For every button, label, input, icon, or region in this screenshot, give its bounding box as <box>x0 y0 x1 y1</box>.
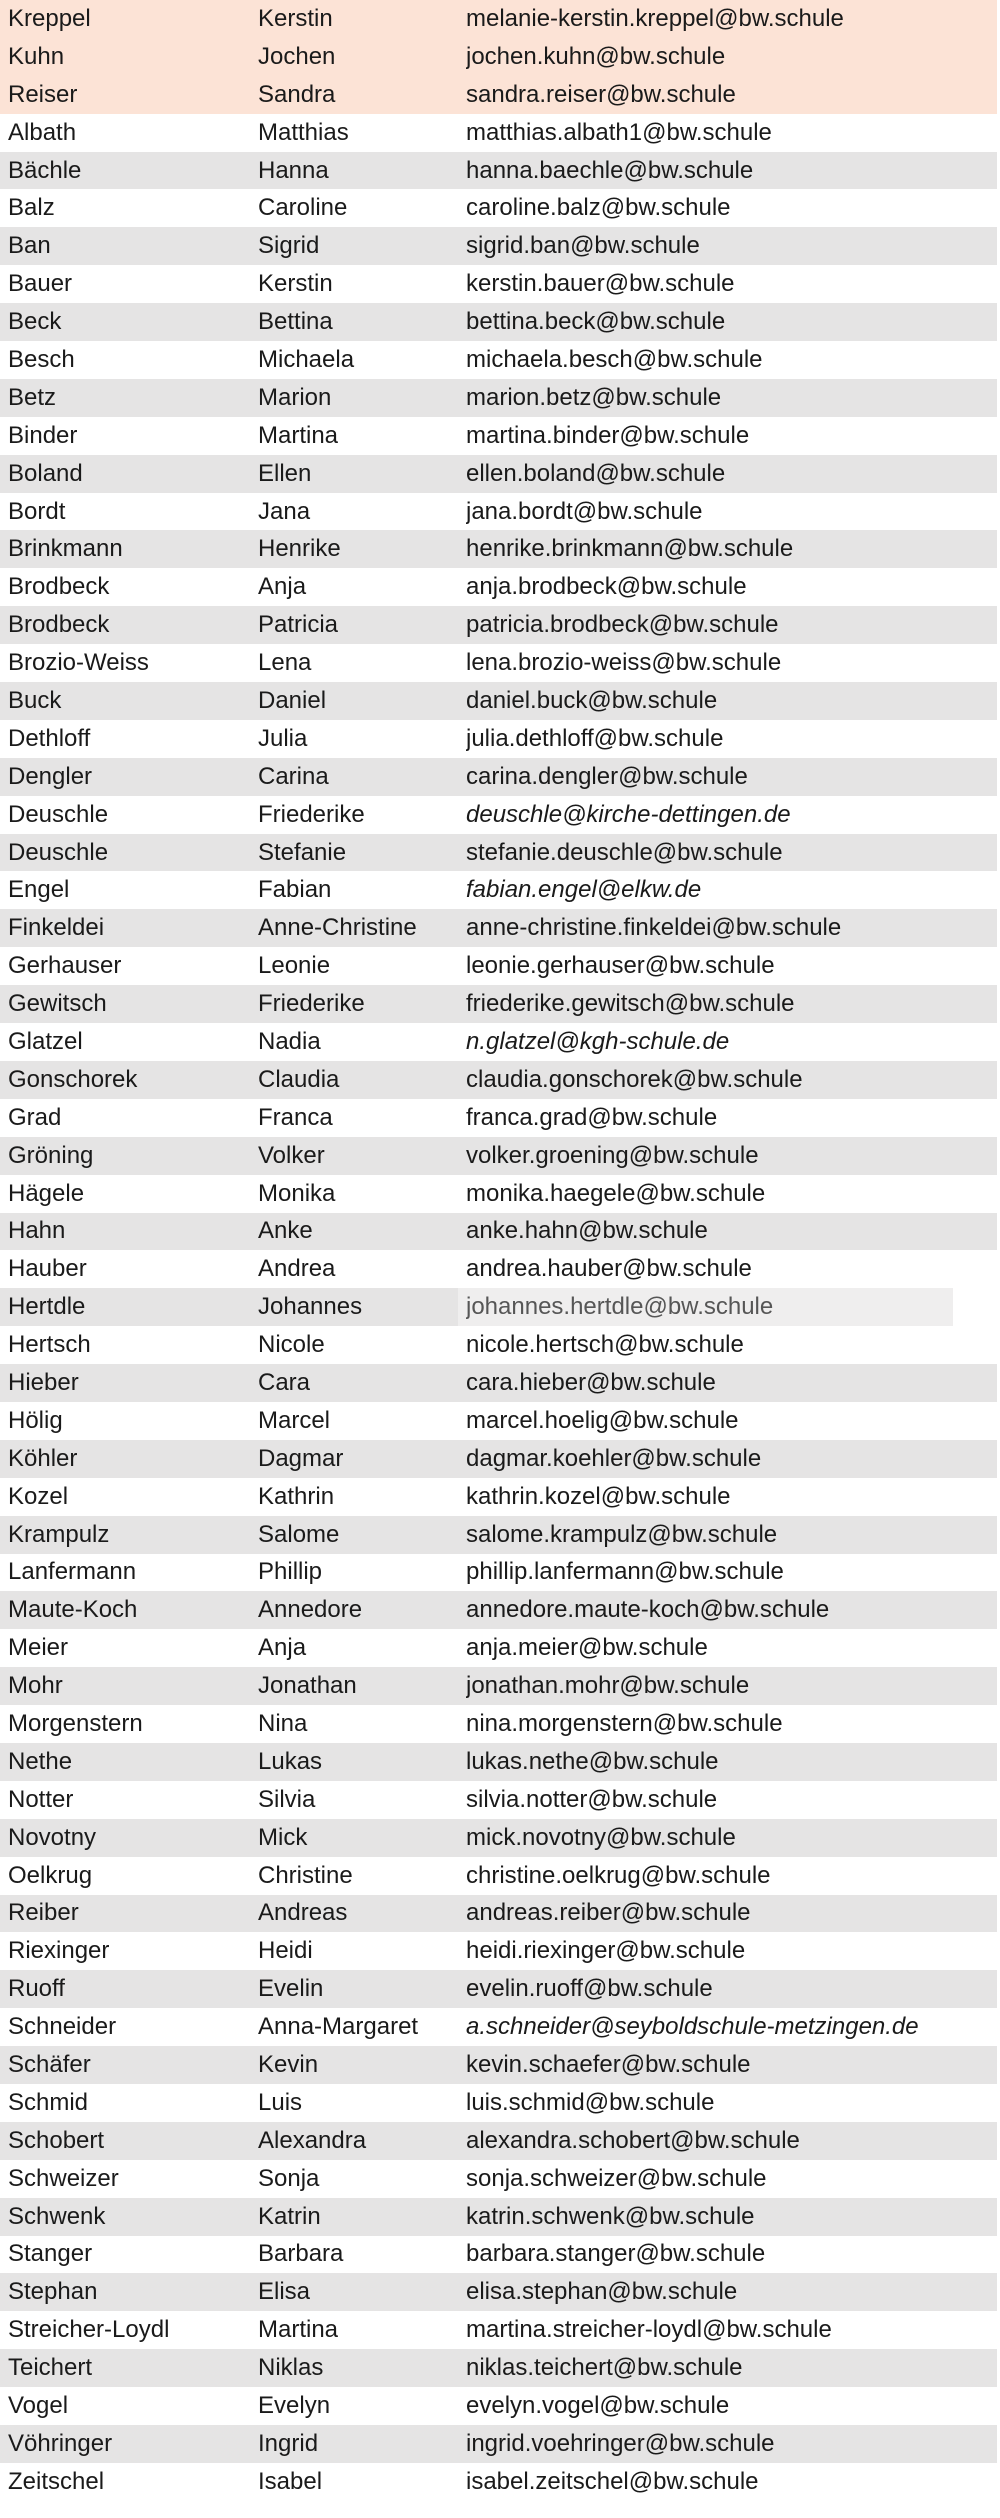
table-row <box>0 1516 1000 1554</box>
email-cell: anja.brodbeck@bw.schule <box>466 575 747 600</box>
last-name-cell: Besch <box>8 347 75 372</box>
email-cell: evelin.ruoff@bw.schule <box>466 1977 713 2002</box>
last-name-cell: Gonschorek <box>8 1067 138 1092</box>
email-cell: sandra.reiser@bw.schule <box>466 82 736 107</box>
last-name-cell: Dethloff <box>8 726 91 751</box>
table-row <box>0 1175 1000 1213</box>
first-name-cell: Bettina <box>258 310 333 335</box>
table-row <box>0 1099 1000 1137</box>
last-name-cell: Zeitschel <box>8 2469 105 2494</box>
first-name-cell: Volker <box>258 1143 325 1168</box>
last-name-cell: Gerhauser <box>8 954 122 979</box>
last-name-cell: Hägele <box>8 1181 85 1206</box>
table-row <box>0 985 1000 1023</box>
last-name-cell: Grad <box>8 1105 62 1130</box>
last-name-cell: Binder <box>8 423 78 448</box>
table-row <box>0 189 1000 227</box>
email-cell: nina.morgenstern@bw.schule <box>466 1712 783 1737</box>
email-cell: volker.groening@bw.schule <box>466 1143 759 1168</box>
last-name-cell: Gewitsch <box>8 992 107 1017</box>
first-name-cell: Ellen <box>258 461 312 486</box>
first-name-cell: Evelin <box>258 1977 324 2002</box>
table-row <box>0 2084 1000 2122</box>
first-name-cell: Elisa <box>258 2280 311 2305</box>
email-cell: ingrid.voehringer@bw.schule <box>466 2431 775 2456</box>
email-cell: nicole.hertsch@bw.schule <box>466 1333 744 1358</box>
last-name-cell: Gröning <box>8 1143 94 1168</box>
email-cell: sonja.schweizer@bw.schule <box>466 2166 767 2191</box>
email-cell: katrin.schwenk@bw.schule <box>466 2204 755 2229</box>
table-row <box>0 871 1000 909</box>
email-cell: claudia.gonschorek@bw.schule <box>466 1067 803 1092</box>
table-row <box>0 1440 1000 1478</box>
first-name-cell: Mick <box>258 1825 308 1850</box>
first-name-cell: Claudia <box>258 1067 340 1092</box>
first-name-cell: Sonja <box>258 2166 320 2191</box>
table-row <box>0 1402 1000 1440</box>
email-cell: marion.betz@bw.schule <box>466 385 722 410</box>
email-cell: jochen.kuhn@bw.schule <box>466 44 726 69</box>
email-cell: anne-christine.finkeldei@bw.schule <box>466 916 842 941</box>
email-cell: anja.meier@bw.schule <box>466 1636 708 1661</box>
last-name-cell: Teichert <box>8 2356 93 2381</box>
table-row <box>0 1932 1000 1970</box>
first-name-cell: Barbara <box>258 2242 344 2267</box>
table-row <box>0 1250 1000 1288</box>
first-name-cell: Kathrin <box>258 1484 335 1509</box>
last-name-cell: Hertsch <box>8 1333 91 1358</box>
table-row <box>0 2008 1000 2046</box>
first-name-cell: Marion <box>258 385 332 410</box>
email-cell: luis.schmid@bw.schule <box>466 2090 715 2115</box>
table-row <box>0 1288 1000 1326</box>
last-name-cell: Bordt <box>8 499 66 524</box>
last-name-cell: Maute-Koch <box>8 1598 138 1623</box>
first-name-cell: Dagmar <box>258 1446 344 1471</box>
table-row <box>0 1970 1000 2008</box>
table-row <box>0 1591 1000 1629</box>
last-name-cell: Reiser <box>8 82 78 107</box>
email-cell: hanna.baechle@bw.schule <box>466 158 754 183</box>
last-name-cell: Schobert <box>8 2128 105 2153</box>
first-name-cell: Anne-Christine <box>258 916 417 941</box>
table-row <box>0 1705 1000 1743</box>
first-name-cell: Jana <box>258 499 311 524</box>
table-row <box>0 1819 1000 1857</box>
last-name-cell: Stanger <box>8 2242 93 2267</box>
last-name-cell: Hieber <box>8 1371 79 1395</box>
email-cell: heidi.riexinger@bw.schule <box>466 1939 746 1964</box>
table-row <box>0 114 1000 152</box>
email-cell: kerstin.bauer@bw.schule <box>466 272 735 297</box>
email-cell: caroline.balz@bw.schule <box>466 196 731 221</box>
first-name-cell: Michaela <box>258 347 355 372</box>
email-cell: n.glatzel@kgh-schule.de <box>466 1029 730 1054</box>
last-name-cell: Balz <box>8 196 55 221</box>
last-name-cell: Kreppel <box>8 6 91 31</box>
email-cell: bettina.beck@bw.schule <box>466 310 726 335</box>
last-name-cell: Hauber <box>8 1257 87 1282</box>
first-name-cell: Friederike <box>258 802 365 827</box>
last-name-cell: Lanfermann <box>8 1560 137 1585</box>
table-row <box>0 1213 1000 1251</box>
last-name-cell: Oelkrug <box>8 1863 93 1888</box>
last-name-cell: Engel <box>8 878 70 903</box>
email-cell: martina.binder@bw.schule <box>466 423 750 448</box>
email-cell: elisa.stephan@bw.schule <box>466 2280 738 2305</box>
first-name-cell: Sigrid <box>258 234 320 259</box>
email-cell: christine.oelkrug@bw.schule <box>466 1863 771 1888</box>
first-name-cell: Nina <box>258 1712 308 1737</box>
email-cell: cara.hieber@bw.schule <box>466 1371 716 1395</box>
last-name-cell: Hölig <box>8 1408 63 1433</box>
email-cell: daniel.buck@bw.schule <box>466 688 718 713</box>
email-cell: sigrid.ban@bw.schule <box>466 234 700 259</box>
table-row <box>0 720 1000 758</box>
email-cell: kathrin.kozel@bw.schule <box>466 1484 731 1509</box>
first-name-cell: Isabel <box>258 2469 323 2494</box>
last-name-cell: Hahn <box>8 1219 66 1244</box>
last-name-cell: Betz <box>8 385 57 410</box>
last-name-cell: Bauer <box>8 272 73 297</box>
first-name-cell: Jonathan <box>258 1674 357 1699</box>
email-cell: annedore.maute-koch@bw.schule <box>466 1598 830 1623</box>
last-name-cell: Vogel <box>8 2394 69 2419</box>
email-cell: fabian.engel@elkw.de <box>466 878 702 903</box>
last-name-cell: Brodbeck <box>8 613 110 638</box>
email-cell: leonie.gerhauser@bw.schule <box>466 954 775 979</box>
first-name-cell: Katrin <box>258 2204 321 2229</box>
first-name-cell: Jochen <box>258 44 336 69</box>
table-row <box>0 2311 1000 2349</box>
first-name-cell: Johannes <box>258 1295 363 1320</box>
first-name-cell: Niklas <box>258 2356 324 2381</box>
email-cell: friederike.gewitsch@bw.schule <box>466 992 795 1017</box>
first-name-cell: Andrea <box>258 1257 336 1282</box>
first-name-cell: Henrike <box>258 537 341 562</box>
table-row <box>0 265 1000 303</box>
email-cell: kevin.schaefer@bw.schule <box>466 2053 751 2078</box>
email-cell: salome.krampulz@bw.schule <box>466 1522 778 1547</box>
last-name-cell: Vöhringer <box>8 2431 113 2456</box>
email-cell: deuschle@kirche-dettingen.de <box>466 802 791 827</box>
email-cell: mick.novotny@bw.schule <box>466 1825 736 1850</box>
last-name-cell: Köhler <box>8 1446 78 1471</box>
last-name-cell: Ban <box>8 234 51 259</box>
table-row <box>0 834 1000 872</box>
first-name-cell: Daniel <box>258 688 327 713</box>
last-name-cell: Schäfer <box>8 2053 91 2078</box>
email-cell: isabel.zeitschel@bw.schule <box>466 2469 759 2494</box>
last-name-cell: Stephan <box>8 2280 98 2305</box>
email-cell: andrea.hauber@bw.schule <box>466 1257 752 1282</box>
table-row <box>0 227 1000 265</box>
last-name-cell: Albath <box>8 120 77 145</box>
first-name-cell: Evelyn <box>258 2394 331 2419</box>
table-row <box>0 303 1000 341</box>
table-row <box>0 758 1000 796</box>
table-row <box>0 1895 1000 1933</box>
table-row <box>0 1554 1000 1592</box>
table-row <box>0 2046 1000 2084</box>
table-row <box>0 1061 1000 1099</box>
first-name-cell: Carina <box>258 764 329 789</box>
table-row <box>0 682 1000 720</box>
last-name-cell: Hertdle <box>8 1295 86 1320</box>
first-name-cell: Matthias <box>258 120 349 145</box>
email-cell: dagmar.koehler@bw.schule <box>466 1446 762 1471</box>
first-name-cell: Phillip <box>258 1560 323 1585</box>
email-cell: jana.bordt@bw.schule <box>466 499 703 524</box>
last-name-cell: Morgenstern <box>8 1712 143 1737</box>
table-row <box>0 606 1000 644</box>
table-row <box>0 796 1000 834</box>
email-cell: melanie-kerstin.kreppel@bw.schule <box>466 6 844 31</box>
first-name-cell: Silvia <box>258 1787 316 1812</box>
last-name-cell: Schweizer <box>8 2166 119 2191</box>
last-name-cell: Bächle <box>8 158 82 183</box>
table-row <box>0 909 1000 947</box>
first-name-cell: Monika <box>258 1181 336 1206</box>
last-name-cell: Deuschle <box>8 840 109 865</box>
first-name-cell: Anke <box>258 1219 313 1244</box>
email-cell: franca.grad@bw.schule <box>466 1105 718 1130</box>
last-name-cell: Boland <box>8 461 83 486</box>
table-row <box>0 0 1000 38</box>
first-name-cell: Franca <box>258 1105 333 1130</box>
email-cell: niklas.teichert@bw.schule <box>466 2356 743 2381</box>
first-name-cell: Nicole <box>258 1333 325 1358</box>
email-cell: lena.brozio-weiss@bw.schule <box>466 651 782 676</box>
email-cell: andreas.reiber@bw.schule <box>466 1901 751 1926</box>
table-row <box>0 568 1000 606</box>
table-row <box>0 1857 1000 1895</box>
table-row <box>0 1137 1000 1175</box>
table-row <box>0 76 1000 114</box>
email-cell: martina.streicher-loydl@bw.schule <box>466 2318 832 2343</box>
last-name-cell: Buck <box>8 688 62 713</box>
email-cell: jonathan.mohr@bw.schule <box>466 1674 750 1699</box>
last-name-cell: Novotny <box>8 1825 97 1850</box>
first-name-cell: Andreas <box>258 1901 348 1926</box>
table-row <box>0 1326 1000 1364</box>
first-name-cell: Heidi <box>258 1939 313 1964</box>
last-name-cell: Mohr <box>8 1674 63 1699</box>
first-name-cell: Lukas <box>258 1749 323 1774</box>
email-cell: silvia.notter@bw.schule <box>466 1787 718 1812</box>
table-row <box>0 379 1000 417</box>
table-row <box>0 947 1000 985</box>
table-row <box>0 1743 1000 1781</box>
first-name-cell: Martina <box>258 2318 339 2343</box>
first-name-cell: Marcel <box>258 1408 331 1433</box>
email-cell: carina.dengler@bw.schule <box>466 764 748 789</box>
first-name-cell: Anja <box>258 575 307 600</box>
last-name-cell: Finkeldei <box>8 916 105 941</box>
last-name-cell: Brinkmann <box>8 537 123 562</box>
first-name-cell: Annedore <box>258 1598 363 1623</box>
email-cell: phillip.lanfermann@bw.schule <box>466 1560 784 1585</box>
email-cell: a.schneider@seyboldschule-metzingen.de <box>466 2015 919 2040</box>
email-cell: lukas.nethe@bw.schule <box>466 1749 719 1774</box>
table-row <box>0 1667 1000 1705</box>
last-name-cell: Nethe <box>8 1749 73 1774</box>
first-name-cell: Anja <box>258 1636 307 1661</box>
last-name-cell: Schwenk <box>8 2204 106 2229</box>
email-cell: patricia.brodbeck@bw.schule <box>466 613 779 638</box>
email-cell: michaela.besch@bw.schule <box>466 347 763 372</box>
last-name-cell: Kuhn <box>8 44 65 69</box>
table-row <box>0 2349 1000 2387</box>
last-name-cell: Kozel <box>8 1484 69 1509</box>
email-cell: barbara.stanger@bw.schule <box>466 2242 766 2267</box>
first-name-cell: Kevin <box>258 2053 319 2078</box>
table-row <box>0 38 1000 76</box>
last-name-cell: Schneider <box>8 2015 117 2040</box>
first-name-cell: Christine <box>258 1863 353 1888</box>
last-name-cell: Streicher-Loydl <box>8 2318 170 2343</box>
table-row <box>0 417 1000 455</box>
table-row <box>0 1023 1000 1061</box>
table-row <box>0 530 1000 568</box>
first-name-cell: Stefanie <box>258 840 347 865</box>
first-name-cell: Fabian <box>258 878 332 903</box>
first-name-cell: Nadia <box>258 1029 321 1054</box>
first-name-cell: Hanna <box>258 158 329 183</box>
table-row <box>0 2160 1000 2198</box>
last-name-cell: Reiber <box>8 1901 79 1926</box>
first-name-cell: Friederike <box>258 992 365 1017</box>
last-name-cell: Glatzel <box>8 1029 83 1054</box>
first-name-cell: Alexandra <box>258 2128 367 2153</box>
first-name-cell: Ingrid <box>258 2431 319 2456</box>
table-row <box>0 2236 1000 2274</box>
table-row <box>0 2122 1000 2160</box>
email-cell: monika.haegele@bw.schule <box>466 1181 766 1206</box>
email-cell: anke.hahn@bw.schule <box>466 1219 708 1244</box>
first-name-cell: Salome <box>258 1522 340 1547</box>
table-row <box>0 493 1000 531</box>
last-name-cell: Ruoff <box>8 1977 65 2002</box>
first-name-cell: Leonie <box>258 954 331 979</box>
table-row <box>0 644 1000 682</box>
last-name-cell: Riexinger <box>8 1939 110 1964</box>
email-cell: matthias.albath1@bw.schule <box>466 120 772 145</box>
table-row <box>0 1629 1000 1667</box>
first-name-cell: Julia <box>258 726 308 751</box>
last-name-cell: Dengler <box>8 764 93 789</box>
table-row <box>0 341 1000 379</box>
first-name-cell: Martina <box>258 423 339 448</box>
table-row <box>0 152 1000 190</box>
first-name-cell: Cara <box>258 1371 311 1395</box>
email-cell: julia.dethloff@bw.schule <box>466 726 724 751</box>
first-name-cell: Kerstin <box>258 272 333 297</box>
first-name-cell: Luis <box>258 2090 303 2115</box>
email-cell: henrike.brinkmann@bw.schule <box>466 537 794 562</box>
last-name-cell: Notter <box>8 1787 74 1812</box>
email-cell: ellen.boland@bw.schule <box>466 461 726 486</box>
email-cell: stefanie.deuschle@bw.schule <box>466 840 783 865</box>
first-name-cell: Caroline <box>258 196 348 221</box>
first-name-cell: Anna-Margaret <box>258 2015 419 2040</box>
last-name-cell: Brodbeck <box>8 575 110 600</box>
table-row <box>0 2387 1000 2425</box>
first-name-cell: Sandra <box>258 82 336 107</box>
last-name-cell: Schmid <box>8 2090 89 2115</box>
table-row <box>0 2273 1000 2311</box>
last-name-cell: Brozio-Weiss <box>8 651 149 676</box>
email-cell: evelyn.vogel@bw.schule <box>466 2394 730 2419</box>
table-row <box>0 2198 1000 2236</box>
last-name-cell: Krampulz <box>8 1522 110 1547</box>
email-cell: johannes.hertdle@bw.schule <box>466 1295 774 1320</box>
table-row <box>0 1364 1000 1402</box>
table-row <box>0 1781 1000 1819</box>
first-name-cell: Lena <box>258 651 312 676</box>
last-name-cell: Deuschle <box>8 802 109 827</box>
table-row <box>0 2425 1000 2463</box>
first-name-cell: Patricia <box>258 613 339 638</box>
first-name-cell: Kerstin <box>258 6 333 31</box>
last-name-cell: Beck <box>8 310 62 335</box>
table-row <box>0 1478 1000 1516</box>
email-cell: marcel.hoelig@bw.schule <box>466 1408 739 1433</box>
last-name-cell: Meier <box>8 1636 69 1661</box>
table-row <box>0 2463 1000 2501</box>
table-row <box>0 455 1000 493</box>
email-cell: alexandra.schobert@bw.schule <box>466 2128 800 2153</box>
